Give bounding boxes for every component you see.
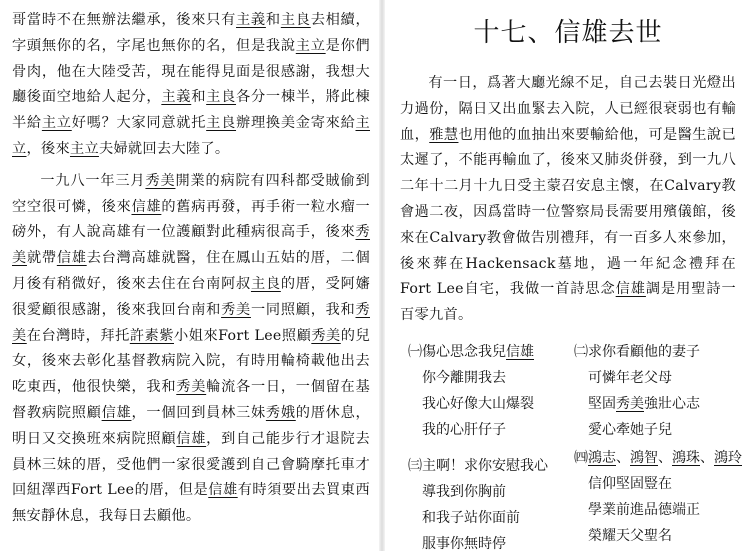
stanza-3-first-line: ㈢主啊！求你安慰我心: [408, 457, 548, 474]
stanza-2-line-4: 愛心牽她子兒: [588, 421, 672, 438]
left-page: [0, 0, 378, 551]
stanza-1-first-line: ㈠傷心思念我兒信雄: [408, 343, 534, 360]
book-gutter: [379, 0, 385, 551]
stanza-1-line-4: 我的心肝仔子: [422, 421, 506, 438]
stanza-1-line-3: 我心好像大山爆裂: [422, 395, 534, 412]
stanza-3-line-2: 導我到你胸前: [422, 483, 506, 500]
poem-stanza-3: [408, 453, 548, 557]
right-paragraph: 有一日，爲著大廳光線不足，自己去裝日光燈出力過份，隔日又出血緊去入院，人已經很衰弱也有輸血，雅慧也用他的血抽出來要輸給他，可是醫生說已太遲了，不能再輸血了，後來又肺炎併發，到一九八二年十二月十九日受主蒙召安息主懷，在Calvary教會過二夜，因爲當時一位警察局長需要用殯儀館，後來在Calvary教會做告別禮拜，有一百多人來參加，後來葬在Hackensack墓地，過一年紀念禮拜在Fort Lee自宅，我做一首詩思念信雄調是用聖詩一百零九首。: [400, 75, 737, 324]
poem-stanza-1: [408, 339, 534, 443]
stanza-2-line-2: 可憐年老父母: [588, 369, 672, 386]
right-page: [386, 0, 750, 551]
stanza-1-line-2: 你今離開我去: [422, 369, 506, 386]
stanza-2-first-line: ㈡求你看顧他的妻子: [574, 343, 700, 360]
stanza-4-line-2: 信仰堅固豎在: [588, 475, 672, 492]
stanza-2-line-3: 堅固秀美強壯心志: [588, 395, 700, 412]
stanza-4-line-3: 學業前進品德端正: [588, 501, 700, 518]
stanza-4-first-line: ㈣鴻志、鴻智、鴻珠、鴻玲: [574, 449, 742, 466]
chapter-title: 十七、信雄去世: [473, 18, 663, 48]
stanza-3-line-3: 和我子站你面前: [422, 509, 520, 526]
stanza-4-line-4: 榮耀天父聖名: [588, 527, 672, 544]
left-paragraph-1: 哥當時不在無辦法繼承，後來只有主義和主良去相續，字頭無你的名，字尾也無你的名，但是我說主立是你們骨肉，他在大陸受苦，現在能得見面是很感謝，我想大廳後面空地給人起分，主義和主良各分一棟半，將此棟半給主立好嗎？大家同意就托主良辦理換美金寄來給主立，後來主立夫婦就回去大陸了。: [12, 12, 370, 157]
left-paragraph-2: 一九八一年三月秀美開業的病院有四科都受賊偷到空空很可憐，後來信雄的舊病再發，再手術一粒水瘤一磅外，有人說高雄有一位護顧對此種病很高手，後來秀美就帶信雄去台灣高雄就醫，住在鳳山五姑的厝，二個月後有稍微好，後來去住在台南阿叔主良的厝，受阿嬸很愛顧很感謝，後來我回台南和秀美一同照顧，我和秀美在台灣時，拜托許素紫小姐來Fort Lee照顧秀美的兒女，後來去彰化基督教病院入院，有時用輪椅載他出去吃東西，他很快樂，我和秀美輪流各一日，一個留在基督教病院照顧信雄，一個回到員林三妹秀娥的厝休息，明日又交換班來病院照顧信雄，到自己能步行才退院去員林三妹的厝，受他們一家很愛護到自己會騎摩托車才回紐澤西Fort Lee的厝，但是信雄有時須要出去買東西無安靜休息，我每日去顧他。: [12, 172, 370, 525]
poem-stanza-2: [574, 339, 700, 443]
stanza-3-line-4: 服事你無時停: [422, 535, 506, 552]
poem-stanza-4: [574, 445, 742, 549]
